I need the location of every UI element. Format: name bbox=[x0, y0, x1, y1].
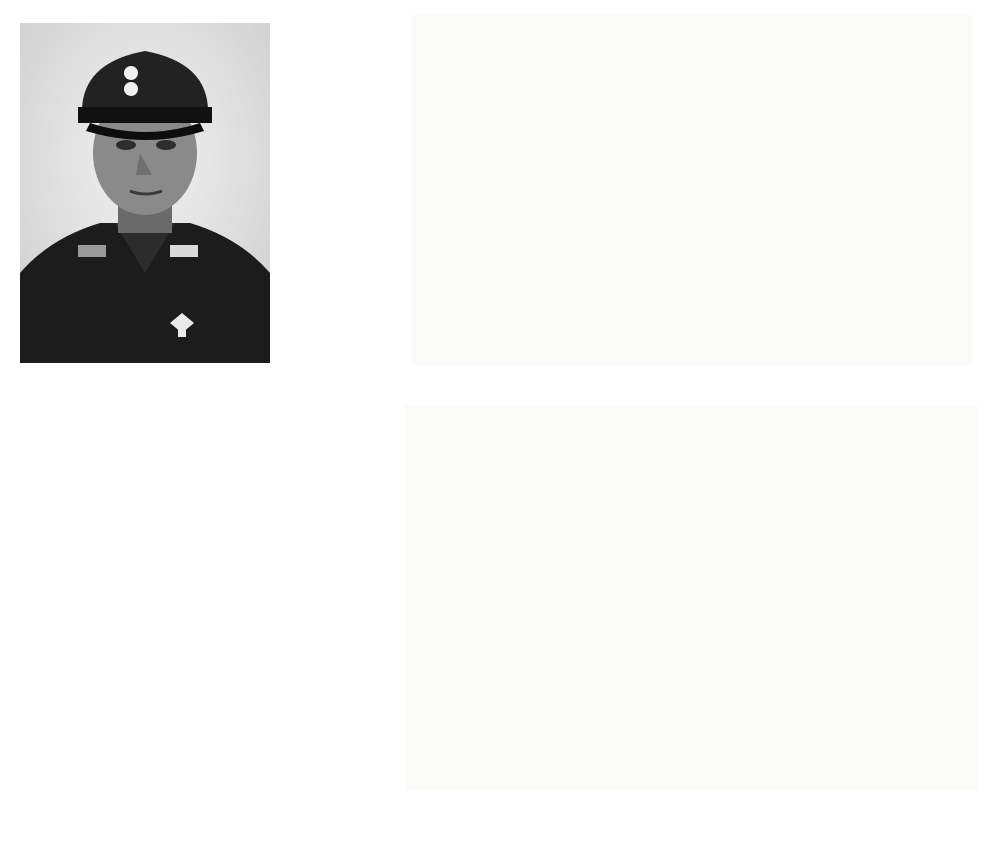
portrait-photo bbox=[20, 23, 270, 363]
document-scan-1939-01-25 bbox=[412, 15, 972, 365]
document-scan-1939-03-11 bbox=[405, 405, 977, 790]
